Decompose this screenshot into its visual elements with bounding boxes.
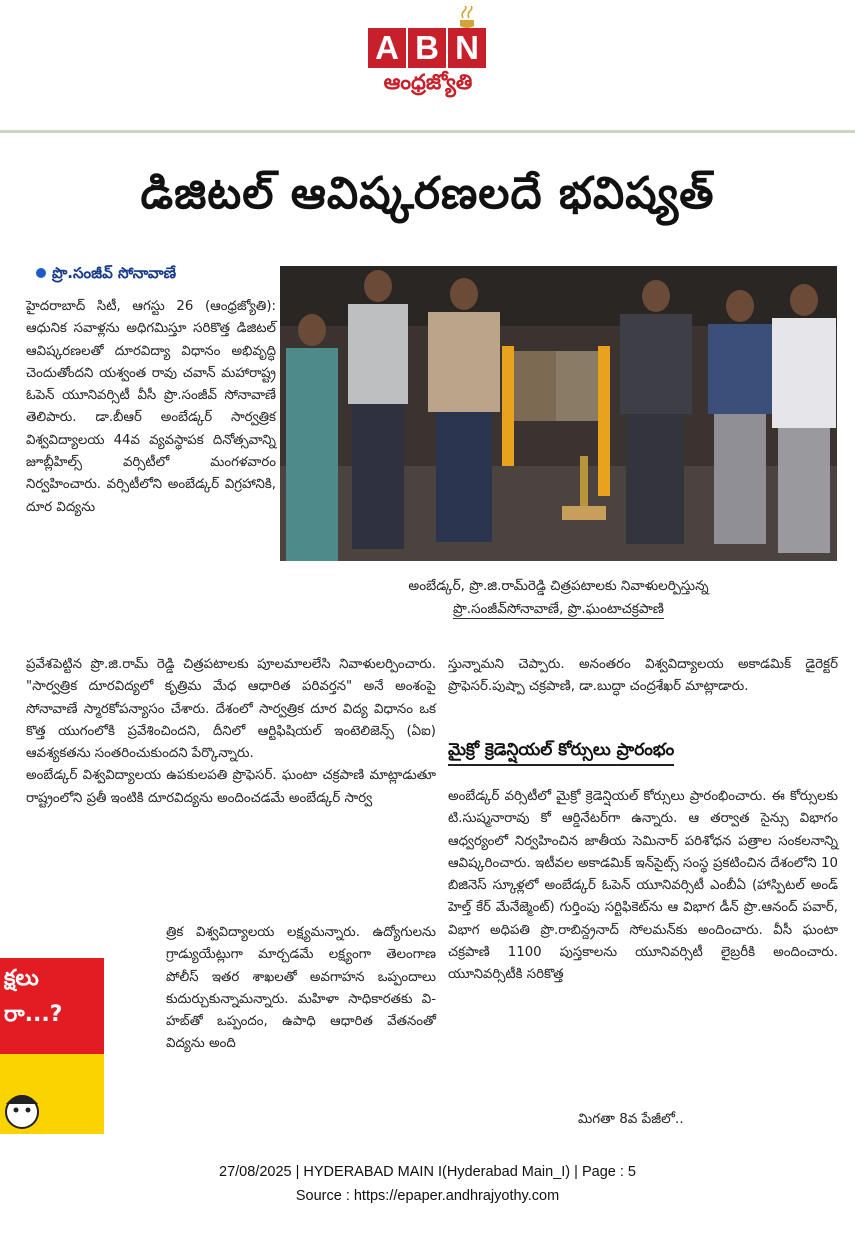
footer-source[interactable]: Source : https://epaper.andhrajyothy.com [295, 1188, 560, 1204]
advertisement[interactable] [0, 958, 104, 1134]
article-column-1-continued [26, 654, 436, 810]
article-column-3-top [448, 654, 838, 699]
caption-line-1: అంబేడ్కర్, ప్రొ.జి.రామ్‌రెడ్డి చిత్రపటాలకు నివాళులర్పిస్తున్న [408, 578, 709, 594]
section-subhead: మైక్రో క్రెడెన్షియల్ కోర్సులు ప్రారంభం [448, 740, 674, 766]
footer-edition-info: 27/08/2025 | HYDERABAD MAIN I(Hyderabad Main_I) | Page : 5 [219, 1164, 636, 1180]
byline-text: ప్రొ.సంజీవ్ సోనావాణే [52, 264, 176, 282]
paragraph-university-goals: త్రిక విశ్వవిద్యాలయ లక్ష్యమన్నారు. ఉద్యోగులను గ్రాడ్యుయేట్లుగా మార్చడమే లక్ష్యంగా తెలంగాణ పోలీస్ ఇతర శాఖలతో అవగాహన ఒప్పందాలు కుదుర్చుకున్నామన్నారు. మహిళా సాధికారతకు వి-హబ్‌తో ఒప్పందం, ఉపాధి ఆధారిత వేతనంతో విద్యను అంది [166, 925, 436, 1052]
photo-caption [280, 575, 837, 621]
masthead-divider [0, 130, 855, 133]
event-photo[interactable] [280, 266, 837, 561]
logo-letter-b: B [408, 28, 446, 68]
ad-red-panel [0, 958, 104, 1054]
paragraph-vc-remarks: అంబేడ్కర్ విశ్వవిద్యాలయ ఉపకులపతి ప్రొఫెసర్. ఘంటా చక్రపాణి మాట్లాడుతూ రాష్ట్రంలోని ప్రతీ ఇంటికి దూరవిద్యను అందించడమే అంబేడ్కర్ సార్వ [26, 768, 436, 806]
article-column-3 [448, 786, 838, 987]
logo-letter-a: A [368, 28, 406, 68]
logo-subtitle: ఆంధ్రజ్యోతి [383, 70, 473, 94]
cartoon-face-icon [0, 1086, 50, 1134]
logo-letter-n: N [448, 28, 486, 68]
logo-steam-cup-icon [452, 6, 482, 28]
byline-bullet-icon [36, 268, 46, 278]
abn-logo[interactable] [368, 28, 486, 68]
paragraph-academic-director: స్తున్నామని చెప్పారు. అనంతరం విశ్వవిద్యాలయ అకాడమిక్ డైరెక్టర్ ప్రొఫెసర్.పుష్పా చక్రపాణి, డా.బుద్ధా చంద్రశేఖర్ మాట్లాడారు. [448, 657, 838, 695]
article-headline: డిజిటల్ ఆవిష్కరణలదే భవిష్యత్ [140, 168, 715, 219]
continued-on-page[interactable]: మిగతా 8వ పేజీలో.. [578, 1111, 684, 1127]
page-footer [0, 1160, 855, 1208]
paragraph-intro: హైదరాబాద్ సిటీ, ఆగస్టు 26 (ఆంధ్రజ్యోతి): ఆధునిక సవాళ్లను అధిగమిస్తూ సరికొత్త డిజిటల్ ఆవిష్కరణలతో దూరవిద్యా విధానం అభివృద్ధి చెందుతోందని యశ్వంత రావు చవాన్ మహారాష్ట్ర ఓపెన్ యూనివర్సిటీ వీసీ ప్రొ.సంజీవ్ సోనావాణే తెలిపారు. డా.బీఆర్ అంబేడ్కర్ సార్వత్రిక విశ్వవిద్యాలయ 44వ వ్యవస్థాపక దినోత్సవాన్ని జూబ్లీహిల్స్ వర్సిటీలో మంగళవారం నిర్వహించారు. వర్సిటీలోని అంబేడ్కర్ విగ్రహానికి, దూర విద్యను [26, 299, 276, 515]
paragraph-micro-credential: అంబేడ్కర్ వర్సిటీలో మైక్రో క్రెడెన్షియల్ కోర్సులు ప్రారంభించారు. ఈ కోర్సులకు టి.సుష్మనారావు కో ఆర్డినేటర్‌గా ఉన్నారు. ఆ తర్వాత సైన్సు విభాగం ఆధ్వర్యంలో నిర్వహించిన జాతీయ సెమినార్ పరిశోధన పత్రాల సంకలనాన్ని ఆవిష్కరించారు. ఇటీవల అకాడమిక్ ఇన్‌సైట్స్ సంస్థ ప్రకటించిన దేశంలోని 10 బిజినెస్ స్కూళ్లలో అంబేడ్కర్ ఓపెన్ యూనివర్సిటీ ఎంబీఏ (హాస్పిటల్ అండ్ హెల్త్ కేర్ మేనేజ్మెంట్) గుర్తింపు సర్టిఫికెట్‌ను ఆ విభాగ డీన్ ప్రొ.ఆనంద్ పవార్, విభాగ అధిపతి ప్రొ.రాబిన్ద్రనాద్ సోలమన్‌కు అందించారు. వీసీ ఘంటా చక్రపాణి 1100 పుస్తకాలను యూనివర్సిటీ లైబ్రరీకి అందించారు. యూనివర్సిటీకి సరికొత్త [448, 789, 838, 983]
paragraph-lecture: ప్రవేశపెట్టిన ప్రొ.జి.రామ్ రెడ్డి చిత్రపటాలకు పూలమాలలేసి నివాళులర్పించారు. "సార్వత్రిక దూరవిద్యలో కృత్రిమ మేధ ఆధారిత పరివర్తన" అనే అంశంపై సోనావాణే స్మారకోపన్యాసం చేశారు. దేశంలో సార్వత్రిక దూర విద్య విధానం ఒక కొత్త యుగంలోకి ప్రవేశించిందని, దీనిలో ఆర్టిఫిషియల్ ఇంటెలిజెన్స్ (ఏఐ) ఆవశ్యకతను సంతరించుకుందని పేర్కొన్నారు. [26, 657, 436, 762]
ad-line-2: రా...? [4, 1002, 63, 1027]
caption-line-2: ప్రొ.సంజీవ్‌సోనావాణే, ప్రొ.ఘంటాచక్రపాణి [453, 601, 664, 617]
article-column-1 [26, 296, 276, 519]
ad-line-1: క్షలు [4, 966, 39, 991]
article-byline [36, 264, 176, 286]
article-column-2 [166, 922, 436, 1056]
